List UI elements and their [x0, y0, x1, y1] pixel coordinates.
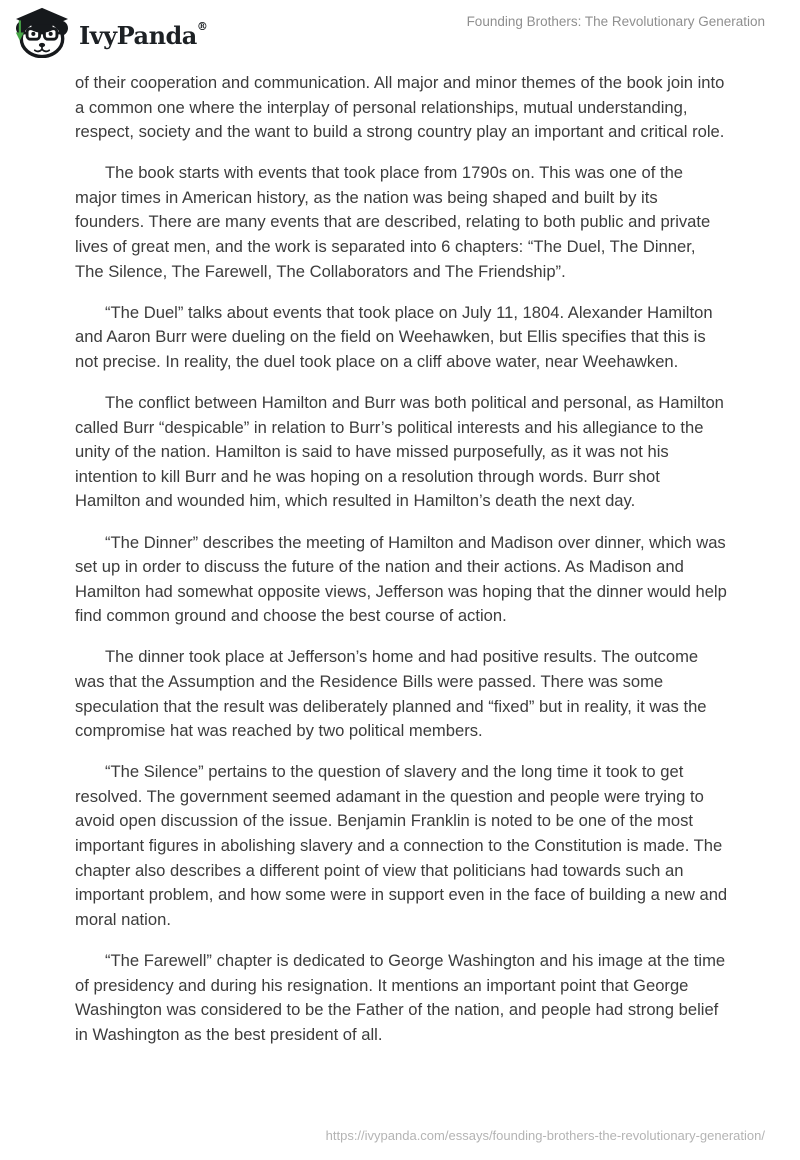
essay-paragraph: “The Farewell” chapter is dedicated to George Washington and his image at the time of presidency and during his resignation. It mentions an important point that George Washington was considered to be the Father of the nation, and people had strong belief in Washington as the best president of all. — [75, 950, 726, 1044]
essay-paragraph: “The Duel” talks about events that took place on July 11, 1804. Alexander Hamilton and Aaron Burr were dueling on the field on Weehawken, but Ellis specifies that this is not precise. In reality, the duel took place on a cliff above water, near Weehawken. — [75, 302, 713, 371]
essay-body — [75, 71, 728, 1064]
ivypanda-logo — [13, 6, 208, 58]
panda-graduate-icon — [13, 6, 71, 58]
brand-name: IvyPanda® — [79, 19, 208, 50]
essay-paragraph: The conflict between Hamilton and Burr was both political and personal, as Hamilton called Burr “despicable” in relation to Burr’s political interests and his allegiance to the unity of the nation. Hamilton is said to have missed purposefully, as it was not his intention to kill Burr and he was hoping on a resolution through words. Burr shot Hamilton and wounded him, which resulted in Hamilton’s death the next day. — [75, 393, 724, 511]
essay-paragraph: of their cooperation and communication. All major and minor themes of the book join into a common one where the interplay of personal relationships, mutual understanding, respect, society and the want to build a strong country play an important and critical role. — [75, 73, 725, 142]
essay-paragraph: The dinner took place at Jefferson’s home and had positive results. The outcome was that the Assumption and the Residence Bills were passed. There was some speculation that the result was deliberately planned and “fixed” but in reality, it was the compromise hat was reached by two political members. — [75, 647, 707, 741]
page-title: Founding Brothers: The Revolutionary Generation — [466, 14, 765, 29]
registered-trademark: ® — [196, 19, 208, 33]
essay-paragraph: “The Dinner” describes the meeting of Hamilton and Madison over dinner, which was set up in order to discuss the future of the nation and their actions. As Madison and Hamilton had somewhat opposite views, Jefferson was hoping that the dinner would help find common ground and choose the best course of action. — [75, 532, 727, 626]
source-url-link[interactable]: https://ivypanda.com/essays/founding-brothers-the-revolutionary-generation/ — [325, 1128, 765, 1143]
page-header — [0, 0, 800, 64]
essay-paragraph: “The Silence” pertains to the question of slavery and the long time it took to get resolved. The government seemed adamant in the question and people were trying to avoid open discussion of the issue. Benjamin Franklin is noted to be one of the most important figures in abolishing slavery and a connection to the Constitution is made. The chapter also describes a different point of view that politicians had towards such an important problem, and how some were in support even in the face of building a new and moral nation. — [75, 762, 728, 929]
essay-paragraph: The book starts with events that took place from 1790s on. This was one of the major times in American history, as the nation was being shaped and built by its founders. There are many events that are described, relating to both public and private lives of great men, and the work is separated into 6 chapters: “The Duel, The Dinner, The Silence, The Farewell, The Collaborators and The Friendship”. — [75, 163, 711, 281]
